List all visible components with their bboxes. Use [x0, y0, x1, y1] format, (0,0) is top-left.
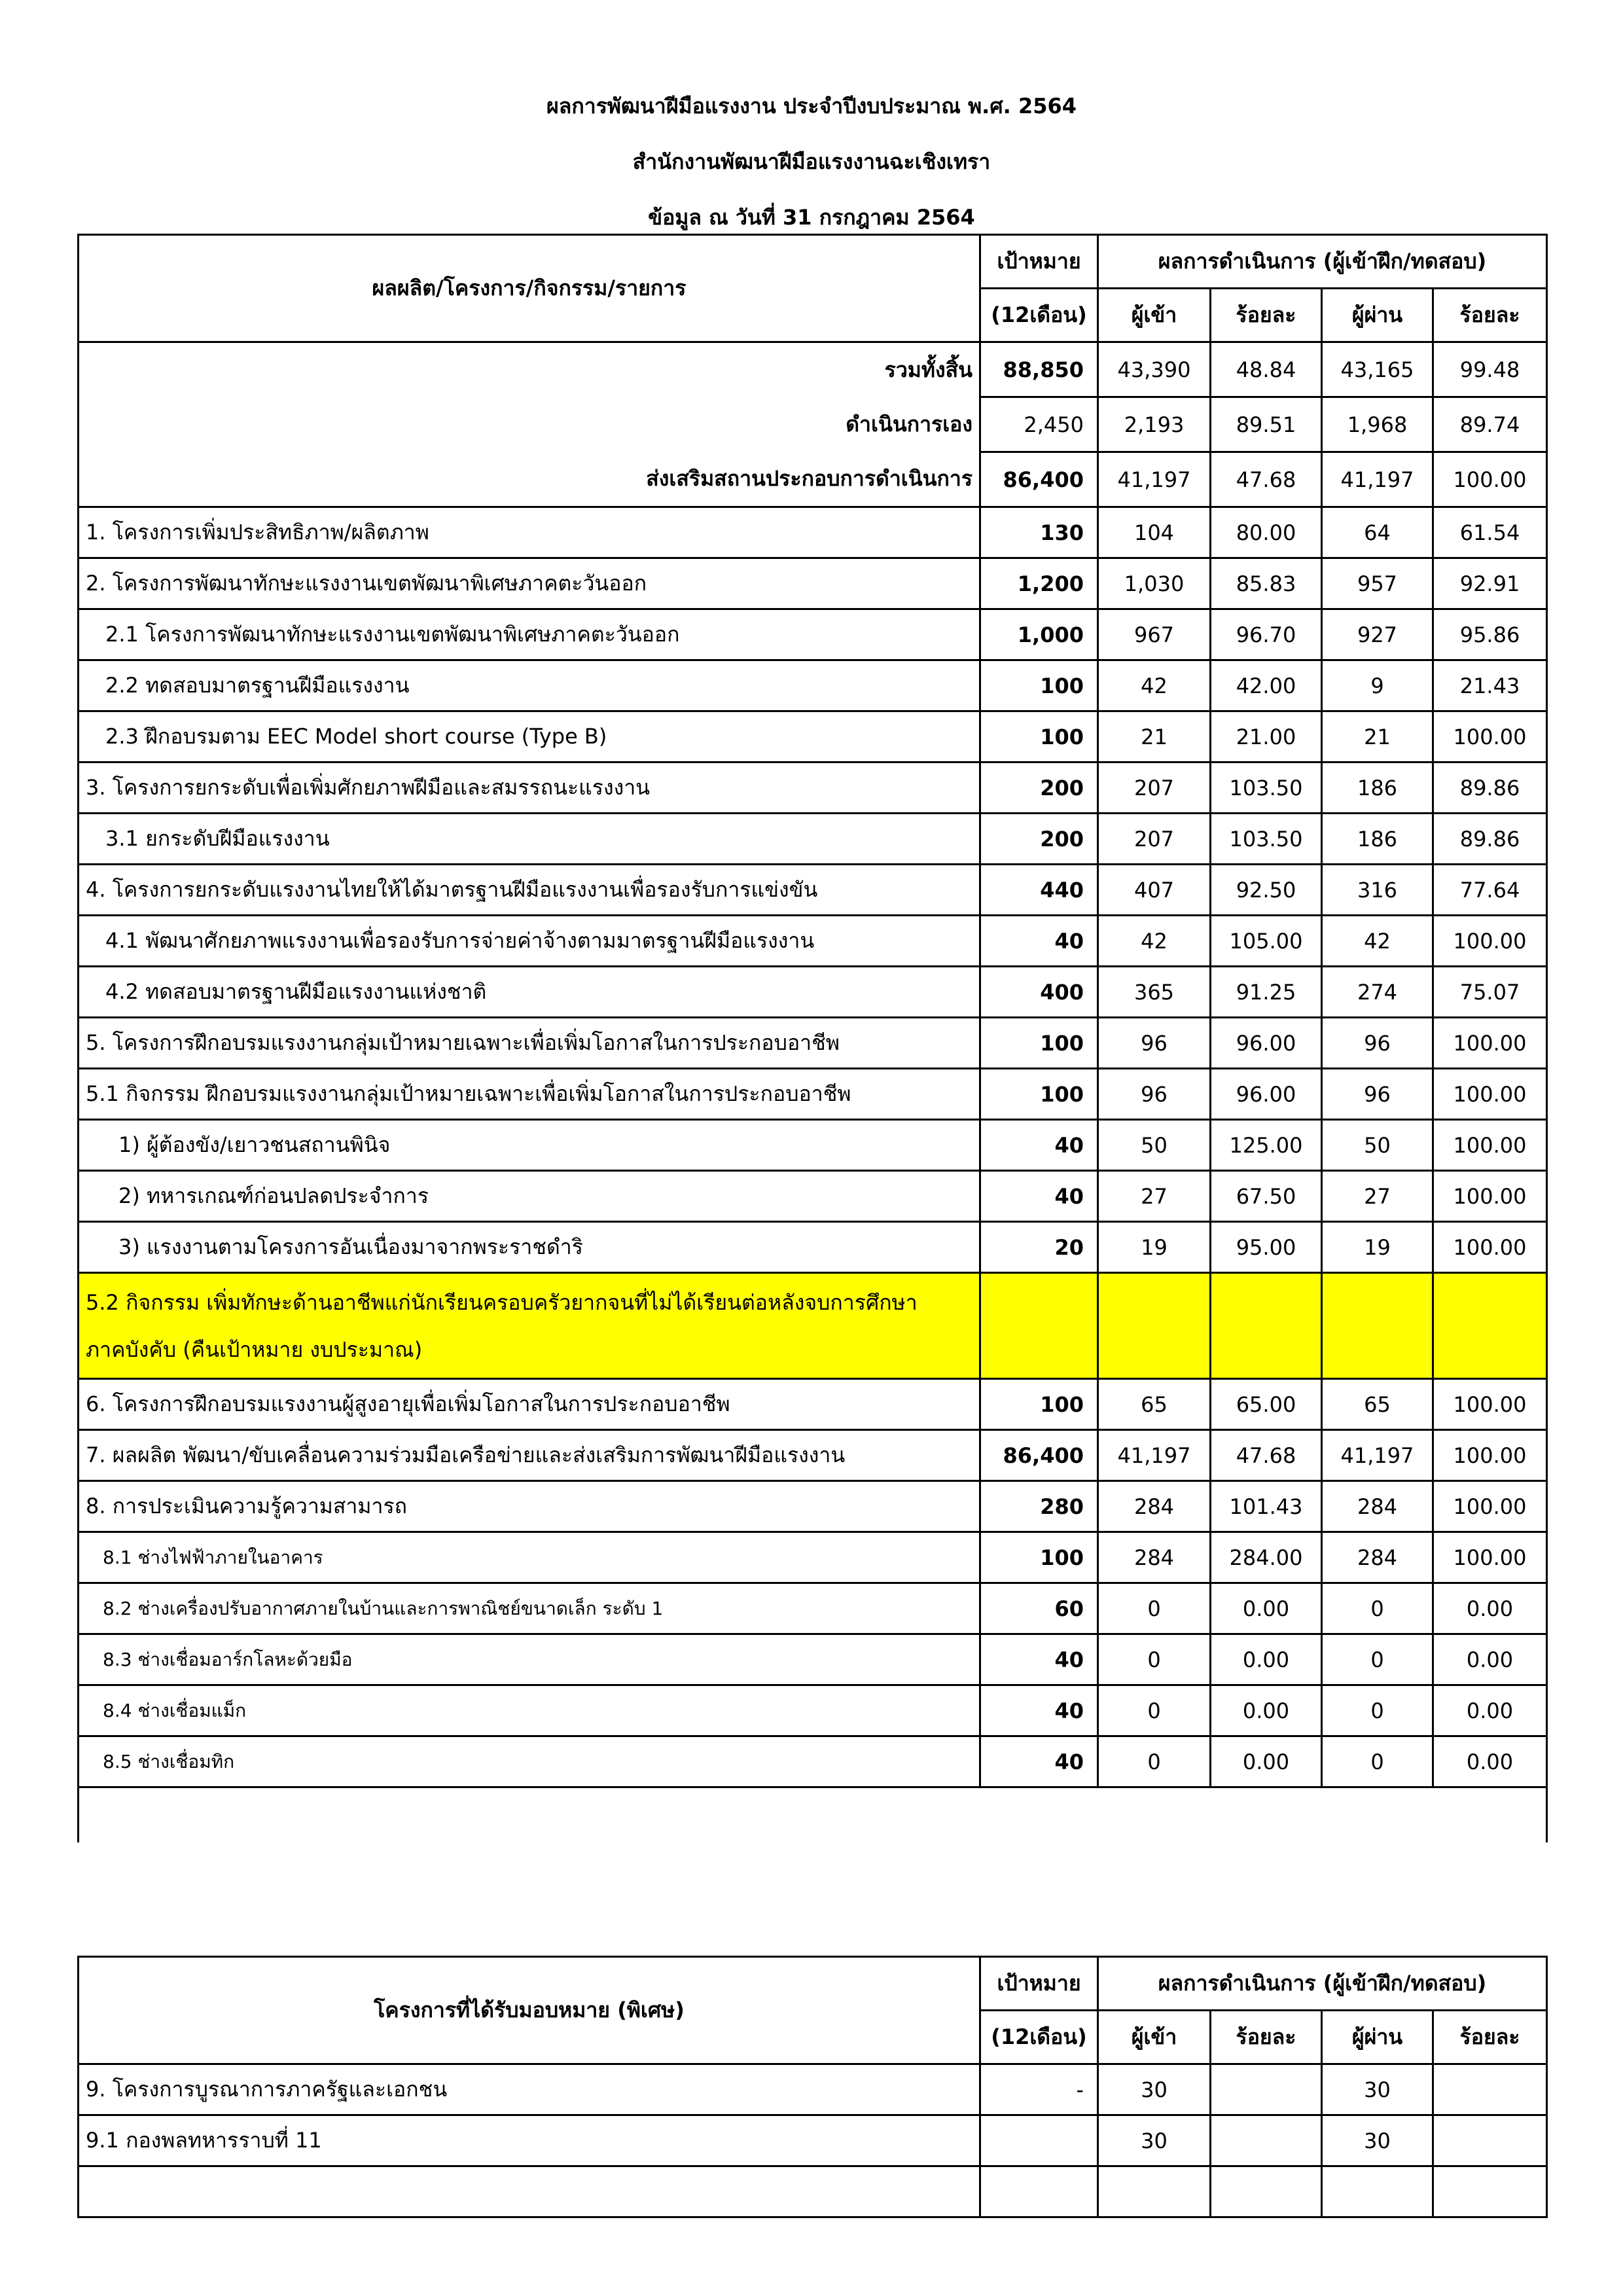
- table-pct-passed: 61.54: [1433, 507, 1547, 558]
- highlight-row: [79, 1273, 1547, 1379]
- table-row: [79, 558, 1547, 609]
- summary-label: ดำเนินการเอง: [79, 397, 980, 452]
- table-passed: 927: [1322, 609, 1433, 660]
- table-pct-passed: 100.00: [1433, 1379, 1547, 1430]
- rows-section: [79, 507, 1547, 1273]
- table-label: 7. ผลผลิต พัฒนา/ขับเคลื่อนความร่วมมือเครือข่ายและส่งเสริมการพัฒนาฝีมือแรงงาน: [79, 1430, 980, 1481]
- table-pct-passed: 100.00: [1433, 1018, 1547, 1069]
- table-pct-passed: 100.00: [1433, 1430, 1547, 1481]
- summary-entered: 41,197: [1098, 452, 1211, 507]
- table-row: [79, 814, 1547, 865]
- special-empty-row: [79, 2166, 1547, 2217]
- table-pct-entered: 284.00: [1211, 1532, 1322, 1583]
- table-pct-entered: 96.00: [1211, 1069, 1322, 1120]
- table-label: 2.2 ทดสอบมาตรฐานฝีมือแรงงาน: [79, 660, 980, 711]
- special-target: -: [980, 2064, 1098, 2115]
- table-target: 280: [980, 1481, 1098, 1532]
- table-entered: 96: [1098, 1018, 1211, 1069]
- highlight-label: [79, 1273, 980, 1379]
- table-passed: 316: [1322, 865, 1433, 916]
- table-pct-passed: 0.00: [1433, 1583, 1547, 1634]
- table-entered: 0: [1098, 1583, 1211, 1634]
- table-pct-passed: 100.00: [1433, 1222, 1547, 1273]
- table-pct-entered: 96.70: [1211, 609, 1322, 660]
- special-header-passed: ผู้ผ่าน: [1322, 2011, 1433, 2064]
- special-header-results: ผลการดำเนินการ (ผู้เข้าฝึก/ทดสอบ): [1098, 1957, 1547, 2011]
- summary-pct-passed: 99.48: [1433, 342, 1547, 397]
- summary-pct-passed: 89.74: [1433, 397, 1547, 452]
- header-pct-passed: ร้อยละ: [1433, 289, 1547, 342]
- table-label: 4.1 พัฒนาศักยภาพแรงงานเพื่อรองรับการจ่ายค่าจ้างตามมาตรฐานฝีมือแรงงาน: [79, 916, 980, 967]
- header-row-1: [79, 235, 1547, 289]
- table-target: 100: [980, 1532, 1098, 1583]
- table-entered: 96: [1098, 1069, 1211, 1120]
- special-passed: 30: [1322, 2115, 1433, 2166]
- summary-label: ส่งเสริมสถานประกอบการดำเนินการ: [79, 452, 980, 507]
- table-pct-entered: 95.00: [1211, 1222, 1322, 1273]
- table-target: 100: [980, 711, 1098, 762]
- table-pct-passed: 100.00: [1433, 916, 1547, 967]
- table-pct-passed: 0.00: [1433, 1685, 1547, 1736]
- table-entered: 19: [1098, 1222, 1211, 1273]
- highlight-section: [79, 1273, 1547, 1379]
- table-pct-passed: 77.64: [1433, 865, 1547, 916]
- table-passed: 0: [1322, 1736, 1433, 1787]
- rows2-section: [79, 1379, 1547, 1787]
- table-row: [79, 711, 1547, 762]
- table-pct-entered: 0.00: [1211, 1736, 1322, 1787]
- title-line-1: ผลการพัฒนาฝีมือแรงงาน ประจำปีงบประมาณ พ.ศ. 2564: [546, 94, 1077, 118]
- special-pct-entered: [1211, 2115, 1322, 2166]
- table-pct-entered: 0.00: [1211, 1685, 1322, 1736]
- highlight-line-2: ภาคบังคับ (คืนเป้าหมาย งบประมาณ): [86, 1336, 423, 1362]
- table-pct-entered: 92.50: [1211, 865, 1322, 916]
- table-pct-entered: 42.00: [1211, 660, 1322, 711]
- table-pct-entered: 105.00: [1211, 916, 1322, 967]
- table-target: 130: [980, 507, 1098, 558]
- table-entered: 42: [1098, 916, 1211, 967]
- table-passed: 0: [1322, 1583, 1433, 1634]
- table-passed: 957: [1322, 558, 1433, 609]
- header-target-period: (12เดือน): [980, 289, 1098, 342]
- table-pct-entered: 21.00: [1211, 711, 1322, 762]
- table-pct-entered: 65.00: [1211, 1379, 1322, 1430]
- table-pct-passed: 95.86: [1433, 609, 1547, 660]
- summary-label: รวมทั้งสิ้น: [79, 342, 980, 397]
- table-passed: 0: [1322, 1634, 1433, 1685]
- table-row: [79, 1481, 1547, 1532]
- table-pct-passed: 100.00: [1433, 1481, 1547, 1532]
- table-pct-entered: 125.00: [1211, 1120, 1322, 1171]
- header-pct-entered: ร้อยละ: [1211, 289, 1322, 342]
- header-item: ผลผลิต/โครงการ/กิจกรรม/รายการ: [79, 235, 980, 342]
- table-entered: 284: [1098, 1532, 1211, 1583]
- table-entered: 27: [1098, 1171, 1211, 1222]
- table-pct-entered: 85.83: [1211, 558, 1322, 609]
- table-entered: 967: [1098, 609, 1211, 660]
- table-passed: 65: [1322, 1379, 1433, 1430]
- table-target: 40: [980, 1171, 1098, 1222]
- special-header-entered: ผู้เข้า: [1098, 2011, 1211, 2064]
- table-entered: 207: [1098, 762, 1211, 814]
- special-projects-table: [77, 1956, 1548, 2218]
- table-label: 8.1 ช่างไฟฟ้าภายในอาคาร: [79, 1532, 980, 1583]
- special-label: 9.1 กองพลทหารราบที่ 11: [79, 2115, 980, 2166]
- special-entered: 30: [1098, 2115, 1211, 2166]
- table-row: [79, 1018, 1547, 1069]
- summary-passed: 1,968: [1322, 397, 1433, 452]
- table-target: 1,000: [980, 609, 1098, 660]
- table-entered: 21: [1098, 711, 1211, 762]
- table-row: [79, 916, 1547, 967]
- table-label: 8. การประเมินความรู้ความสามารถ: [79, 1481, 980, 1532]
- table-label: 3) แรงงานตามโครงการอันเนื่องมาจากพระราชดำริ: [79, 1222, 980, 1273]
- summary-target: 86,400: [980, 452, 1098, 507]
- special-header-target-period: (12เดือน): [980, 2011, 1098, 2064]
- table-passed: 96: [1322, 1018, 1433, 1069]
- table-target: 40: [980, 1685, 1098, 1736]
- table-pct-entered: 67.50: [1211, 1171, 1322, 1222]
- special-label: 9. โครงการบูรณาการภาครัฐและเอกชน: [79, 2064, 980, 2115]
- table-target: 200: [980, 814, 1098, 865]
- table-passed: 27: [1322, 1171, 1433, 1222]
- table-row: [79, 1532, 1547, 1583]
- table-pct-entered: 0.00: [1211, 1634, 1322, 1685]
- table-entered: 41,197: [1098, 1430, 1211, 1481]
- table-pct-passed: 92.91: [1433, 558, 1547, 609]
- table-pct-passed: 100.00: [1433, 1069, 1547, 1120]
- table-target: 100: [980, 1379, 1098, 1430]
- table-row: [79, 1583, 1547, 1634]
- table-label: 3.1 ยกระดับฝีมือแรงงาน: [79, 814, 980, 865]
- table-entered: 207: [1098, 814, 1211, 865]
- table-row: [79, 1069, 1547, 1120]
- table-entered: 104: [1098, 507, 1211, 558]
- table-passed: 284: [1322, 1481, 1433, 1532]
- table-pct-entered: 91.25: [1211, 967, 1322, 1018]
- table-label: 8.3 ช่างเชื่อมอาร์กโลหะด้วยมือ: [79, 1634, 980, 1685]
- table-label: 5. โครงการฝึกอบรมแรงงานกลุ่มเป้าหมายเฉพาะเพื่อเพิ่มโอกาสในการประกอบอาชีพ: [79, 1018, 980, 1069]
- header-passed: ผู้ผ่าน: [1322, 289, 1433, 342]
- table-row: [79, 660, 1547, 711]
- table-passed: 274: [1322, 967, 1433, 1018]
- table-pct-passed: 100.00: [1433, 1120, 1547, 1171]
- table-target: 20: [980, 1222, 1098, 1273]
- table-entered: 0: [1098, 1634, 1211, 1685]
- table-label: 6. โครงการฝึกอบรมแรงงานผู้สูงอายุเพื่อเพิ่มโอกาสในการประกอบอาชีพ: [79, 1379, 980, 1430]
- table-row: [79, 1685, 1547, 1736]
- table-target: 1,200: [980, 558, 1098, 609]
- table-label: 8.5 ช่างเชื่อมทิก: [79, 1736, 980, 1787]
- special-header-pct-entered: ร้อยละ: [1211, 2011, 1322, 2064]
- summary-pct-entered: 47.68: [1211, 452, 1322, 507]
- table-row: [79, 609, 1547, 660]
- table-pct-passed: 100.00: [1433, 711, 1547, 762]
- table-entered: 365: [1098, 967, 1211, 1018]
- special-row: [79, 2115, 1547, 2166]
- special-pct-passed: [1433, 2064, 1547, 2115]
- table-pct-passed: 89.86: [1433, 814, 1547, 865]
- document-titles: [0, 79, 1623, 245]
- table-label: 1) ผู้ต้องขัง/เยาวชนสถานพินิจ: [79, 1120, 980, 1171]
- table-pct-entered: 0.00: [1211, 1583, 1322, 1634]
- table-pct-passed: 100.00: [1433, 1532, 1547, 1583]
- special-header-target: เป้าหมาย: [980, 1957, 1098, 2011]
- table-passed: 186: [1322, 814, 1433, 865]
- table-pct-entered: 101.43: [1211, 1481, 1322, 1532]
- table-label: 3. โครงการยกระดับเพื่อเพิ่มศักยภาพฝีมือและสมรรถนะแรงงาน: [79, 762, 980, 814]
- table-pct-entered: 47.68: [1211, 1430, 1322, 1481]
- table-row: [79, 1379, 1547, 1430]
- table-target: 100: [980, 660, 1098, 711]
- table-target: 200: [980, 762, 1098, 814]
- summary-entered: 43,390: [1098, 342, 1211, 397]
- table-target: 100: [980, 1069, 1098, 1120]
- table-row: [79, 762, 1547, 814]
- title-line-3: ข้อมูล ณ วันที่ 31 กรกฎาคม 2564: [648, 205, 975, 230]
- summary-row: [79, 397, 1547, 452]
- table-entered: 284: [1098, 1481, 1211, 1532]
- table-target: 40: [980, 1120, 1098, 1171]
- summary-pct-entered: 89.51: [1211, 397, 1322, 452]
- table-pct-passed: 0.00: [1433, 1736, 1547, 1787]
- table-row: [79, 1222, 1547, 1273]
- table-label: 8.4 ช่างเชื่อมแม็ก: [79, 1685, 980, 1736]
- table-label: 5.1 กิจกรรม ฝึกอบรมแรงงานกลุ่มเป้าหมายเฉพาะเพื่อเพิ่มโอกาสในการประกอบอาชีพ: [79, 1069, 980, 1120]
- table-target: 440: [980, 865, 1098, 916]
- header-target: เป้าหมาย: [980, 235, 1098, 289]
- table-entered: 50: [1098, 1120, 1211, 1171]
- table-passed: 0: [1322, 1685, 1433, 1736]
- table-pct-entered: 96.00: [1211, 1018, 1322, 1069]
- header-entered: ผู้เข้า: [1098, 289, 1211, 342]
- special-header-item: โครงการที่ได้รับมอบหมาย (พิเศษ): [79, 1957, 980, 2064]
- table-target: 40: [980, 1634, 1098, 1685]
- table-passed: 64: [1322, 507, 1433, 558]
- summary-passed: 41,197: [1322, 452, 1433, 507]
- table-pct-entered: 103.50: [1211, 762, 1322, 814]
- table-row: [79, 507, 1547, 558]
- table-passed: 284: [1322, 1532, 1433, 1583]
- table-label: 8.2 ช่างเครื่องปรับอากาศภายในบ้านและการพาณิชย์ขนาดเล็ก ระดับ 1: [79, 1583, 980, 1634]
- special-pct-passed: [1433, 2115, 1547, 2166]
- table-passed: 50: [1322, 1120, 1433, 1171]
- table-pct-passed: 21.43: [1433, 660, 1547, 711]
- table-row: [79, 865, 1547, 916]
- table-entered: 0: [1098, 1736, 1211, 1787]
- special-entered: 30: [1098, 2064, 1211, 2115]
- table-entered: 1,030: [1098, 558, 1211, 609]
- table-passed: 42: [1322, 916, 1433, 967]
- special-row: [79, 2064, 1547, 2115]
- summary-section: [79, 342, 1547, 507]
- table-entered: 0: [1098, 1685, 1211, 1736]
- summary-passed: 43,165: [1322, 342, 1433, 397]
- table-pct-passed: 75.07: [1433, 967, 1547, 1018]
- summary-pct-entered: 48.84: [1211, 342, 1322, 397]
- table-target: 100: [980, 1018, 1098, 1069]
- table-pct-passed: 100.00: [1433, 1171, 1547, 1222]
- title-line-2: สำนักงานพัฒนาฝีมือแรงงานฉะเชิงเทรา: [632, 149, 991, 174]
- spacer-row: [79, 1787, 1547, 1842]
- table-passed: 186: [1322, 762, 1433, 814]
- table-entered: 407: [1098, 865, 1211, 916]
- table-target: 40: [980, 916, 1098, 967]
- table-passed: 21: [1322, 711, 1433, 762]
- table-label: 1. โครงการเพิ่มประสิทธิภาพ/ผลิตภาพ: [79, 507, 980, 558]
- special-header-pct-passed: ร้อยละ: [1433, 2011, 1547, 2064]
- summary-target: 88,850: [980, 342, 1098, 397]
- special-passed: 30: [1322, 2064, 1433, 2115]
- table-label: 2. โครงการพัฒนาทักษะแรงงานเขตพัฒนาพิเศษภาคตะวันออก: [79, 558, 980, 609]
- table-entered: 42: [1098, 660, 1211, 711]
- table-label: 2.1 โครงการพัฒนาทักษะแรงงานเขตพัฒนาพิเศษภาคตะวันออก: [79, 609, 980, 660]
- table-passed: 96: [1322, 1069, 1433, 1120]
- table-pct-passed: 89.86: [1433, 762, 1547, 814]
- table-passed: 19: [1322, 1222, 1433, 1273]
- summary-row: [79, 342, 1547, 397]
- table-label: 2.3 ฝึกอบรมตาม EEC Model short course (Type B): [79, 711, 980, 762]
- special-rows-section: [79, 2064, 1547, 2166]
- table-target: 60: [980, 1583, 1098, 1634]
- table-entered: 65: [1098, 1379, 1211, 1430]
- table-row: [79, 1171, 1547, 1222]
- table-label: 2) ทหารเกณฑ์ก่อนปลดประจำการ: [79, 1171, 980, 1222]
- table-target: 86,400: [980, 1430, 1098, 1481]
- highlight-line-1: 5.2 กิจกรรม เพิ่มทักษะด้านอาชีพแก่นักเรียนครอบครัวยากจนที่ไม่ได้เรียนต่อหลังจบการศึกษา: [86, 1289, 918, 1315]
- table-pct-entered: 80.00: [1211, 507, 1322, 558]
- summary-pct-passed: 100.00: [1433, 452, 1547, 507]
- table-label: 4.2 ทดสอบมาตรฐานฝีมือแรงงานแห่งชาติ: [79, 967, 980, 1018]
- table-pct-entered: 103.50: [1211, 814, 1322, 865]
- table-row: [79, 967, 1547, 1018]
- summary-row: [79, 452, 1547, 507]
- header-results: ผลการดำเนินการ (ผู้เข้าฝึก/ทดสอบ): [1098, 235, 1547, 289]
- table-row: [79, 1634, 1547, 1685]
- summary-target: 2,450: [980, 397, 1098, 452]
- special-header-row-1: [79, 1957, 1547, 2011]
- summary-entered: 2,193: [1098, 397, 1211, 452]
- table-row: [79, 1120, 1547, 1171]
- special-pct-entered: [1211, 2064, 1322, 2115]
- table-target: 400: [980, 967, 1098, 1018]
- table-pct-passed: 0.00: [1433, 1634, 1547, 1685]
- table-label: 4. โครงการยกระดับแรงงานไทยให้ได้มาตรฐานฝีมือแรงงานเพื่อรองรับการแข่งขัน: [79, 865, 980, 916]
- table-row: [79, 1430, 1547, 1481]
- table-target: 40: [980, 1736, 1098, 1787]
- results-table: [77, 234, 1548, 1842]
- special-target: [980, 2115, 1098, 2166]
- table-row: [79, 1736, 1547, 1787]
- table-passed: 41,197: [1322, 1430, 1433, 1481]
- table-passed: 9: [1322, 660, 1433, 711]
